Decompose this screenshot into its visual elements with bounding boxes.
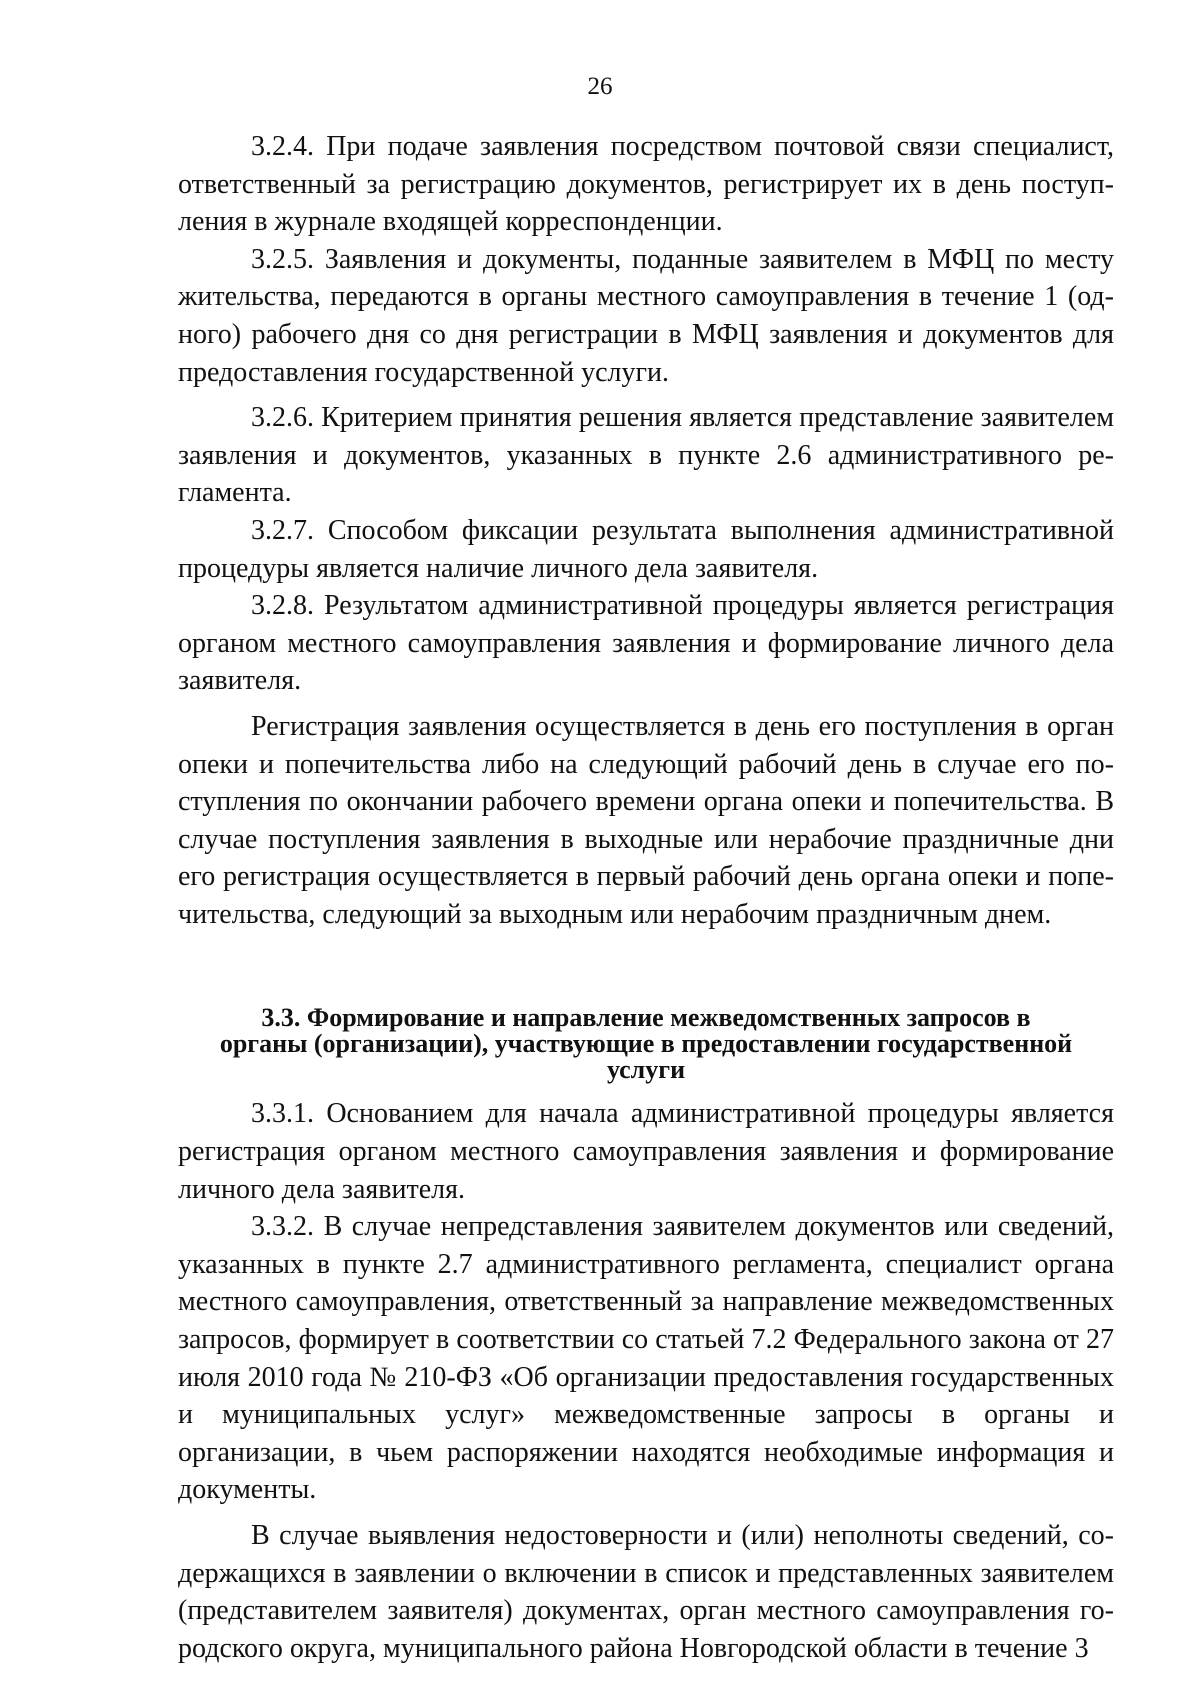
- paragraph-3-3-2: 3.3.2. В случае непредставления заявителем документов или сведений, указанных в пункте 2.7 административного регламента, специалист органа местного самоуправления, ответственный за направление межведомственных запросов, формирует в соответствии со статьей 7.2 Федерального закона от 27 июля 2010 года № 210-ФЗ «Об организации предоставления государственных и муниципальных услуг» межведомственные запросы в органы и организации, в чьем распоряжении находятся необходимые информация и документы.: [178, 1211, 1114, 1506]
- paragraph-inaccuracy: В случае выявления недостоверности и (или) неполноты сведений, содержащихся в заявлении о включении в список и представленных заявителем (представителем заявителя) документах, орган местного самоуправления городского округа, муниципального района Новгородской области в течение 3: [178, 1520, 1114, 1664]
- paragraph-3-2-6: 3.2.6. Критерием принятия решения является представление заявителем заявления и документов, указанных в пункте 2.6 административного регламента.: [178, 402, 1114, 509]
- paragraph-registration: Регистрация заявления осуществляется в день его поступления в орган опеки и попечительства либо на следующий рабочий день в случае его поступления по окончании рабочего времени органа опеки и попечительства. В случае поступления заявления в выходные или нерабочие праздничные дни его регистрация осуществляется в первый рабочий день органа опеки и попечительства, следующий за выходным или нерабочим праздничным днем.: [178, 710, 1114, 930]
- section-heading-3-3: [178, 1005, 1114, 1083]
- paragraph-3-2-5: 3.2.5. Заявления и документы, поданные заявителем в МФЦ по месту жительства, передаются в органы местного самоуправления в течение 1 (одного) рабочего дня со дня регистрации в МФЦ заявления и документов для предоставления государственной услуги.: [178, 243, 1114, 388]
- section-heading-line: услуги: [606, 1055, 686, 1085]
- section-heading-line: 3.3. Формирование и направление межведомственных запросов в: [261, 1003, 1031, 1033]
- paragraph-3-2-4: 3.2.4. При подаче заявления посредством почтовой связи специалист, ответственный за регистрацию документов, регистрирует их в день поступления в журнале входящей корреспонденции.: [178, 131, 1114, 238]
- section-heading-line: органы (организации), участвующие в предоставлении государственной: [219, 1029, 1073, 1059]
- paragraph-3-2-7: 3.2.7. Способом фиксации результата выполнения административной процедуры является наличие личного дела заявителя.: [178, 514, 1114, 584]
- document-body: [178, 128, 1114, 1667]
- paragraph-3-3-1: 3.3.1. Основанием для начала административной процедуры является регистрация органом местного самоуправления заявления и формирование личного дела заявителя.: [178, 1098, 1114, 1205]
- page-number: 26: [587, 73, 613, 100]
- paragraph-3-2-8: 3.2.8. Результатом административной процедуры является регистрация органом местного самоуправления заявления и формирование личного дела заявителя.: [178, 590, 1114, 697]
